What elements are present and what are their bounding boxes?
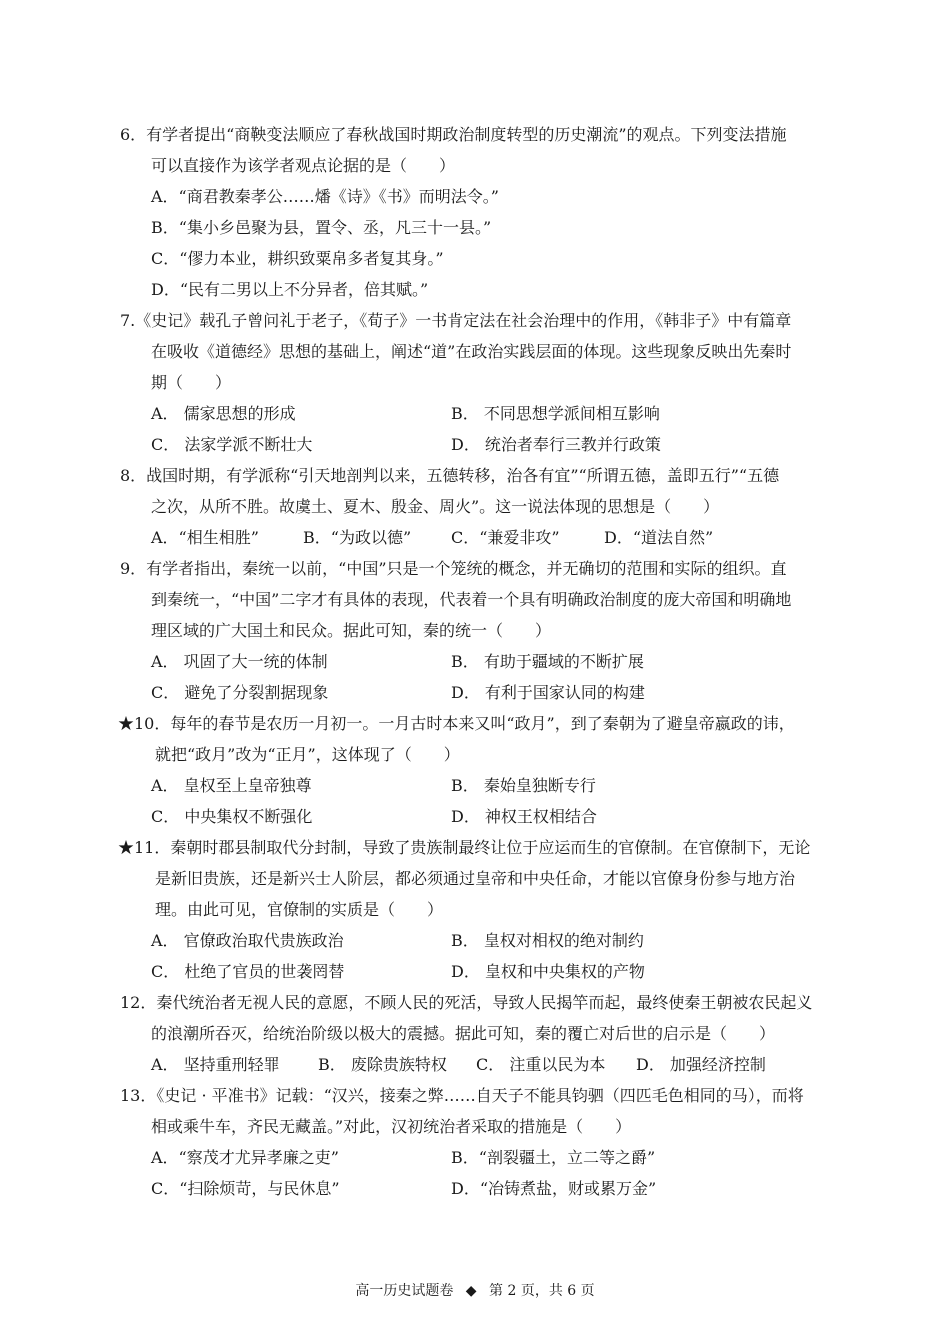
q7-stem-line-2: 在吸收《道德经》思想的基础上，阐述“道”在政治实践层面的体现。这些现象反映出先秦时	[151, 342, 792, 361]
q7-stem-line-3: 期（ ）	[151, 373, 232, 392]
q7-option-c: C． 法家学派不断壮大	[151, 435, 313, 454]
q12-stem-line-1: 12．秦代统治者无视人民的意愿，不顾人民的死活，导致人民揭竿而起，最终使秦王朝被农民起义	[120, 993, 813, 1012]
q9-option-b: B． 有助于疆域的不断扩展	[451, 652, 644, 671]
q7-option-d: D． 统治者奉行三教并行政策	[451, 435, 661, 454]
q6-option-a: A．“商君教秦孝公……燔《诗》《书》而明法令。”	[151, 187, 499, 206]
q10-stem-line-1: ★10．每年的春节是农历一月初一。一月古时本来又叫“政月”，到了秦朝为了避皇帝嬴政的讳，	[118, 714, 795, 733]
diamond-icon: ◆	[465, 1283, 477, 1299]
q10-stem-line-2: 就把“政月”改为“正月”，这体现了（ ）	[155, 745, 460, 764]
q11-stem-line-3: 理。由此可见，官僚制的实质是（ ）	[155, 900, 444, 919]
q9-option-a: A． 巩固了大一统的体制	[151, 652, 328, 671]
q9-option-d: D． 有利于国家认同的构建	[451, 683, 645, 702]
q11-option-c: C． 杜绝了官员的世袭罔替	[151, 962, 345, 981]
q6-stem-line-1: 6．有学者提出“商鞅变法顺应了春秋战国时期政治制度转型的历史潮流”的观点。下列变法措施	[120, 125, 787, 144]
q6-option-d: D．“民有二男以上不分异者，倍其赋。”	[151, 280, 429, 299]
q9-option-c: C． 避免了分裂割据现象	[151, 683, 329, 702]
q11-option-a: A． 官僚政治取代贵族政治	[151, 931, 344, 950]
footer-page-number: 第 2 页，共 6 页	[489, 1283, 595, 1299]
q7-option-a: A． 儒家思想的形成	[151, 404, 296, 423]
q9-stem-line-1: 9．有学者指出，秦统一以前，“中国”只是一个笼统的概念，并无确切的范围和实际的组织。直	[120, 559, 787, 578]
q10-option-b: B． 秦始皇独断专行	[451, 776, 596, 795]
q12-option-c: C． 注重以民为本	[476, 1055, 606, 1074]
q11-stem-line-2: 是新旧贵族，还是新兴士人阶层，都必须通过皇帝和中央任命，才能以官僚身份参与地方治	[155, 869, 796, 888]
q12-option-b: B． 废除贵族特权	[318, 1055, 447, 1074]
q9-stem-line-3: 理区域的广大国土和民众。据此可知，秦的统一（ ）	[151, 621, 552, 640]
q8-option-b: B．“为政以德”	[303, 528, 412, 547]
q6-stem-line-2: 可以直接作为该学者观点论据的是（ ）	[151, 156, 456, 175]
q12-stem-line-2: 的浪潮所吞灭，给统治阶级以极大的震撼。据此可知，秦的覆亡对后世的启示是（ ）	[151, 1024, 776, 1043]
q13-stem-line-1: 13．《史记 · 平准书》记载：“汉兴，接秦之弊……自天子不能具钧驷（四匹毛色相同的马），而将	[120, 1086, 804, 1105]
q11-option-d: D． 皇权和中央集权的产物	[451, 962, 645, 981]
q10-option-a: A． 皇权至上皇帝独尊	[151, 776, 312, 795]
q7-stem-line-1: 7.《史记》载孔子曾问礼于老子，《荀子》一书肯定法在社会治理中的作用，《韩非子》中有篇章	[120, 311, 792, 330]
footer-exam-title: 高一历史试题卷	[355, 1283, 454, 1299]
q12-option-a: A． 坚持重刑轻罪	[151, 1055, 280, 1074]
q8-stem-line-1: 8．战国时期，有学派称“引天地剖判以来，五德转移，治各有宜”“所谓五德，盖即五行”“五德	[120, 466, 780, 485]
q8-option-c: C．“兼爱非攻”	[451, 528, 560, 547]
page-footer	[0, 1281, 950, 1301]
q8-stem-line-2: 之次，从所不胜。故虞土、夏木、殷金、周火”。这一说法体现的思想是（ ）	[151, 497, 720, 516]
q13-option-b: B．“剖裂疆土，立二等之爵”	[451, 1148, 656, 1167]
q6-option-c: C．“僇力本业，耕织致粟帛多者复其身。”	[151, 249, 444, 268]
q13-stem-line-2: 相或乘牛车，齐民无藏盖。”对此，汉初统治者采取的措施是（ ）	[151, 1117, 632, 1136]
q7-option-b: B． 不同思想学派间相互影响	[451, 404, 660, 423]
q6-option-b: B．“集小乡邑聚为县，置令、丞，凡三十一县。”	[151, 218, 492, 237]
q13-option-d: D．“冶铸煮盐，财或累万金”	[451, 1179, 657, 1198]
q8-option-a: A．“相生相胜”	[151, 528, 259, 547]
q11-option-b: B． 皇权对相权的绝对制约	[451, 931, 644, 950]
q10-option-d: D． 神权王权相结合	[451, 807, 597, 826]
q11-stem-line-1: ★11．秦朝时郡县制取代分封制，导致了贵族制最终让位于应运而生的官僚制。在官僚制下，无论	[118, 838, 811, 857]
q10-option-c: C． 中央集权不断强化	[151, 807, 313, 826]
q8-option-d: D．“道法自然”	[604, 528, 714, 547]
q9-stem-line-2: 到秦统一，“中国”二字才有具体的表现，代表着一个具有明确政治制度的庞大帝国和明确地	[151, 590, 792, 609]
q12-option-d: D． 加强经济控制	[636, 1055, 766, 1074]
q13-option-c: C．“扫除烦苛，与民休息”	[151, 1179, 340, 1198]
q13-option-a: A．“察茂才尤异孝廉之吏”	[151, 1148, 339, 1167]
